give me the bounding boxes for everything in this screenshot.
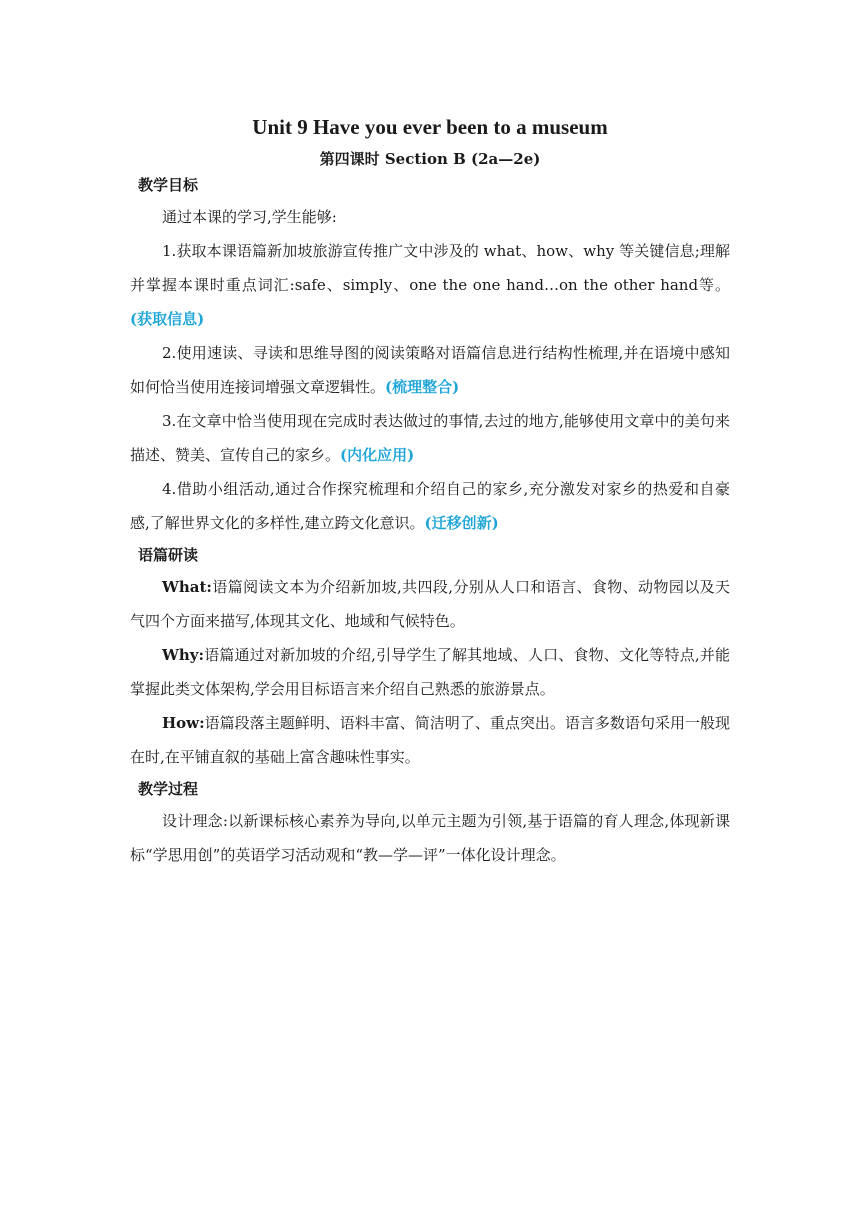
objective-item <box>130 336 730 404</box>
objective-tag: (内化应用) <box>340 446 415 464</box>
objective-item <box>130 234 730 336</box>
objective-text: 3.在文章中恰当使用现在完成时表达做过的事情,去过的地方,能够使用文章中的美句来描述、赞美、宣传自己的家乡。 <box>130 412 730 464</box>
analysis-lead: Why: <box>162 646 205 664</box>
objective-tag: (梳理整合) <box>385 378 460 396</box>
analysis-lead: What: <box>162 578 212 596</box>
analysis-item <box>130 570 730 638</box>
analysis-text: 语篇阅读文本为介绍新加坡,共四段,分别从人口和语言、食物、动物园以及天气四个方面来描写,体现其文化、地域和气候特色。 <box>130 578 730 630</box>
analysis-item <box>130 706 730 774</box>
document-page <box>130 112 730 872</box>
analysis-text: 语篇通过对新加坡的介绍,引导学生了解其地域、人口、食物、文化等特点,并能掌握此类文体架构,学会用目标语言来介绍自己熟悉的旅游景点。 <box>130 646 730 698</box>
objective-tag: (获取信息) <box>130 310 205 328</box>
objectives-intro: 通过本课的学习,学生能够: <box>162 208 337 226</box>
objective-tag: (迁移创新) <box>424 514 499 532</box>
analysis-text: 语篇段落主题鲜明、语料丰富、简洁明了、重点突出。语言多数语句采用一般现在时,在平铺直叙的基础上富含趣味性事实。 <box>130 714 730 766</box>
objective-text: 4.借助小组活动,通过合作探究梳理和介绍自己的家乡,充分激发对家乡的热爱和自豪感,了解世界文化的多样性,建立跨文化意识。 <box>130 480 730 532</box>
analysis-item <box>130 638 730 706</box>
objectives-heading: 教学目标 <box>138 176 199 194</box>
analysis-lead: How: <box>162 714 205 732</box>
objective-item <box>130 404 730 472</box>
process-heading: 教学过程 <box>138 780 199 798</box>
objective-text: 1.获取本课语篇新加坡旅游宣传推广文中涉及的 what、how、why 等关键信息;理解并掌握本课时重点词汇:safe、simply、one the one hand…on the other hand等。 <box>130 242 730 294</box>
lesson-subtitle: 第四课时 Section B (2a—2e) <box>319 150 541 168</box>
objective-text: 2.使用速读、寻读和思维导图的阅读策略对语篇信息进行结构性梳理,并在语境中感知如何恰当使用连接词增强文章逻辑性。 <box>130 344 730 396</box>
process-text: 设计理念:以新课标核心素养为导向,以单元主题为引领,基于语篇的育人理念,体现新课标“学思用创”的英语学习活动观和“教—学—评”一体化设计理念。 <box>130 812 730 864</box>
analysis-heading: 语篇研读 <box>138 546 199 564</box>
document-title: Unit 9 Have you ever been to a museum <box>252 115 608 139</box>
objective-item <box>130 472 730 540</box>
